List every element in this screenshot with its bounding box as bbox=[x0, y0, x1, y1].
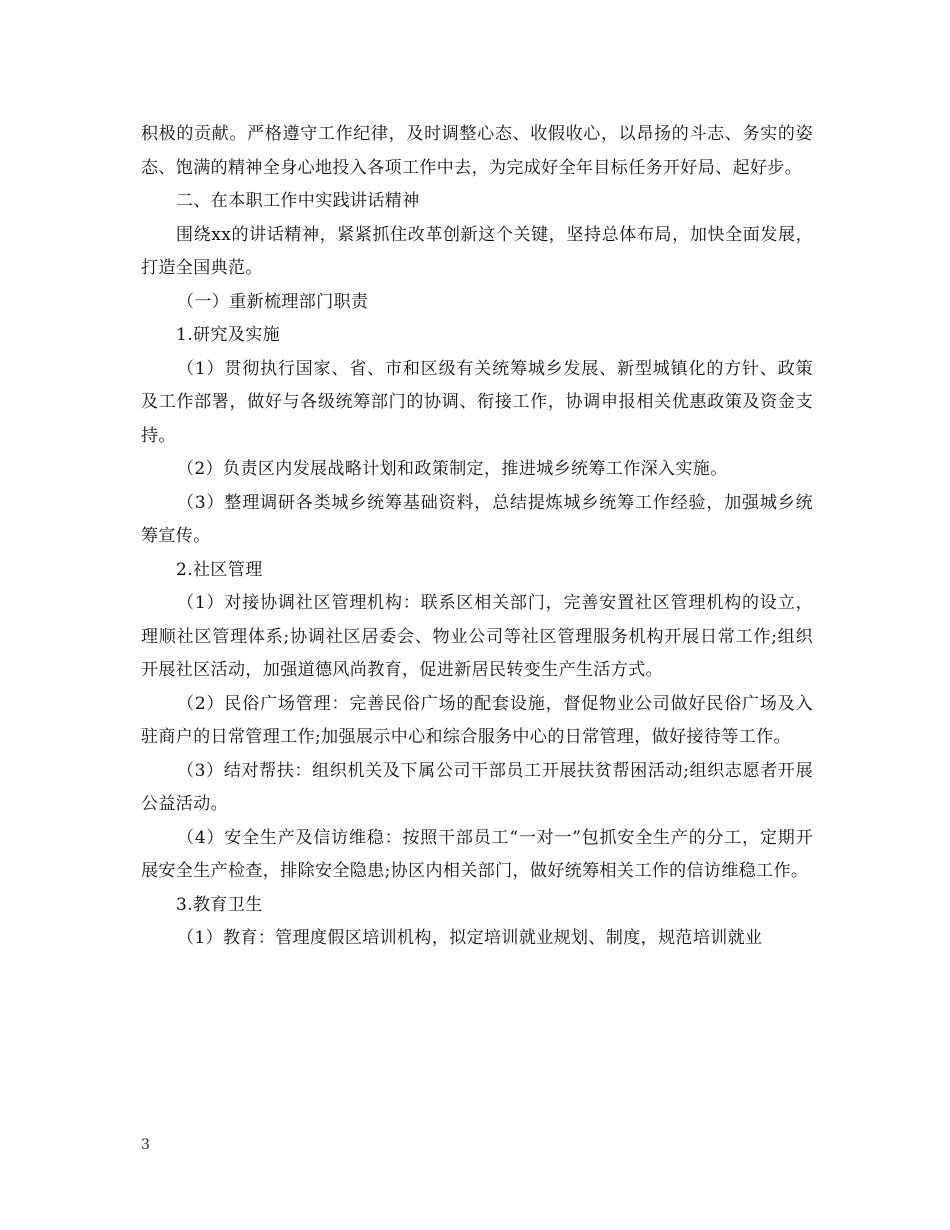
item-heading-1: 1.研究及实施 bbox=[176, 325, 281, 345]
list-item: （2）民俗广场管理：完善民俗广场的配套设施，督促物业公司做好民俗广场及入驻商户的日常管理工作;加强展示中心和综合服务中心的日常管理，做好接待等工作。 bbox=[141, 693, 813, 747]
subsection-heading-1: （一）重新梳理部门职责 bbox=[177, 291, 369, 312]
list-item: （3）结对帮扶：组织机关及下属公司干部员工开展扶贫帮困活动;组织志愿者开展公益活动。 bbox=[141, 760, 813, 814]
list-item: （1）教育：管理度假区培训机构，拟定培训就业规划、制度，规范培训就业 bbox=[177, 928, 763, 948]
paragraph: 围绕xx的讲话精神，紧紧抓住改革创新这个关键，坚持总体布局，加快全面发展，打造全国典范。 bbox=[141, 224, 813, 278]
list-item: （4）安全生产及信访维稳：按照干部员工“一对一”包抓安全生产的分工，定期开展安全生产检查，排除安全隐患;协区内相关部门，做好统筹相关工作的信访维稳工作。 bbox=[141, 827, 813, 881]
list-item: （1）贯彻执行国家、省、市和区级有关统筹城乡发展、新型城镇化的方针、政策及工作部署，做好与各级统筹部门的协调、衔接工作，协调申报相关优惠政策及资金支持。 bbox=[141, 358, 813, 446]
section-heading-2: 二、在本职工作中实践讲话精神 bbox=[176, 191, 420, 211]
page-number: 3 bbox=[141, 1137, 150, 1153]
list-item: （2）负责区内发展战略计划和政策制定，推进城乡统筹工作深入实施。 bbox=[177, 459, 728, 479]
item-heading-3: 3.教育卫生 bbox=[176, 894, 263, 915]
document-body bbox=[141, 118, 813, 956]
list-item: （1）对接协调社区管理机构：联系区相关部门，完善安置社区管理机构的设立，理顺社区管理体系;协调社区居委会、物业公司等社区管理服务机构开展日常工作;组织开展社区活动，加强道德风尚教育，促进新居民转变生产生活方式。 bbox=[141, 593, 813, 680]
paragraph-continuation: 积极的贡献。严格遵守工作纪律，及时调整心态、收假收心，以昂扬的斗志、务实的姿态、饱满的精神全身心地投入各项工作中去，为完成好全年目标任务开好局、起好步。 bbox=[141, 124, 813, 178]
item-heading-2: 2.社区管理 bbox=[176, 559, 263, 580]
list-item: （3）整理调研各类城乡统筹基础资料，总结提炼城乡统筹工作经验，加强城乡统筹宣传。 bbox=[141, 492, 813, 546]
